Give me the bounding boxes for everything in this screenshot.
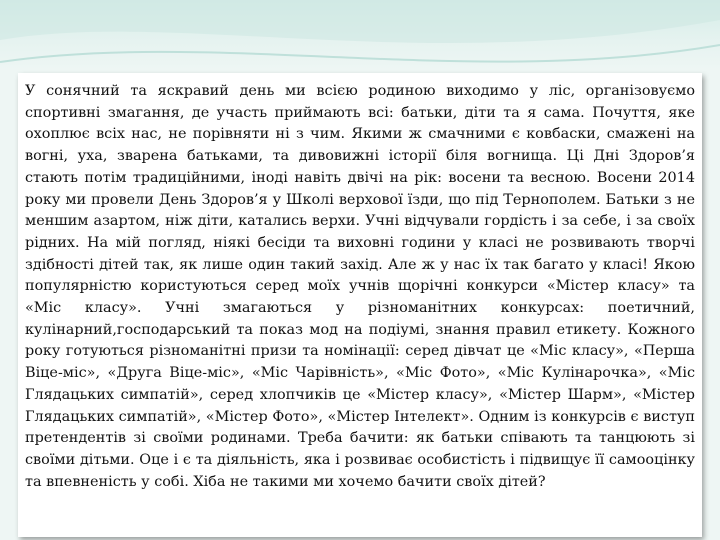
text-box (18, 73, 702, 537)
body-paragraph: У сонячний та яскравий день ми всією родиною виходимо у ліс, організовуємо спортивні змагання, де участь приймають всі: батьки, діти та я сама. Почуття, яке охоплює всіх нас, не порівняти ні з чим. Якими ж смачними є ковбаски, смажені на вогні, уха, зварена батьками, та дивовижні історії біля вогнища. Ці Дні Здоров’я стають потім традиційними, іноді навіть двічі на рік: восени та весною. Восени 2014 року ми провели День Здоров’я у Школі верхової їзди, що під Тернополем. Батьки з не меншим азартом, ніж діти, катались верхи. Учні відчували гордість і за себе, і за своїх рідних. На мій погляд, ніякі бесіди та виховні години у класі не розвивають творчі здібності дітей так, як лише один такий захід. Але ж у нас їх так багато у класі! Якою популярністю користуються серед моїх учнів щорічні конкурси «Містер класу» та «Міс класу». Учні змагаються у різноманітних конкурсах: поетичний, кулінарний,господарський та показ мод на подіумі, знання правил етикету. Кожного року готуються різноманітні призи та номінації: серед дівчат це «Міс класу», «Перша Віце-міс», «Друга Віце-міс», «Міс Чарівність», «Міс Фото», «Міс Кулінарочка», «Міс Глядацьких симпатій», серед хлопчиків це «Містер класу», «Містер Шарм», «Містер Глядацьких симпатій», «Містер Фото», «Містер Інтелект». Одним із конкурсів є виступ претендентів зі своїми родинами. Треба бачити: як батьки співають та танцюють зі своїми дітьми. Оце і є та діяльність, яка і розвиває особистість і підвищує її самооцінку та впевненість у собі. Хіба не такими ми хочемо бачити своїх дітей? (25, 83, 695, 490)
